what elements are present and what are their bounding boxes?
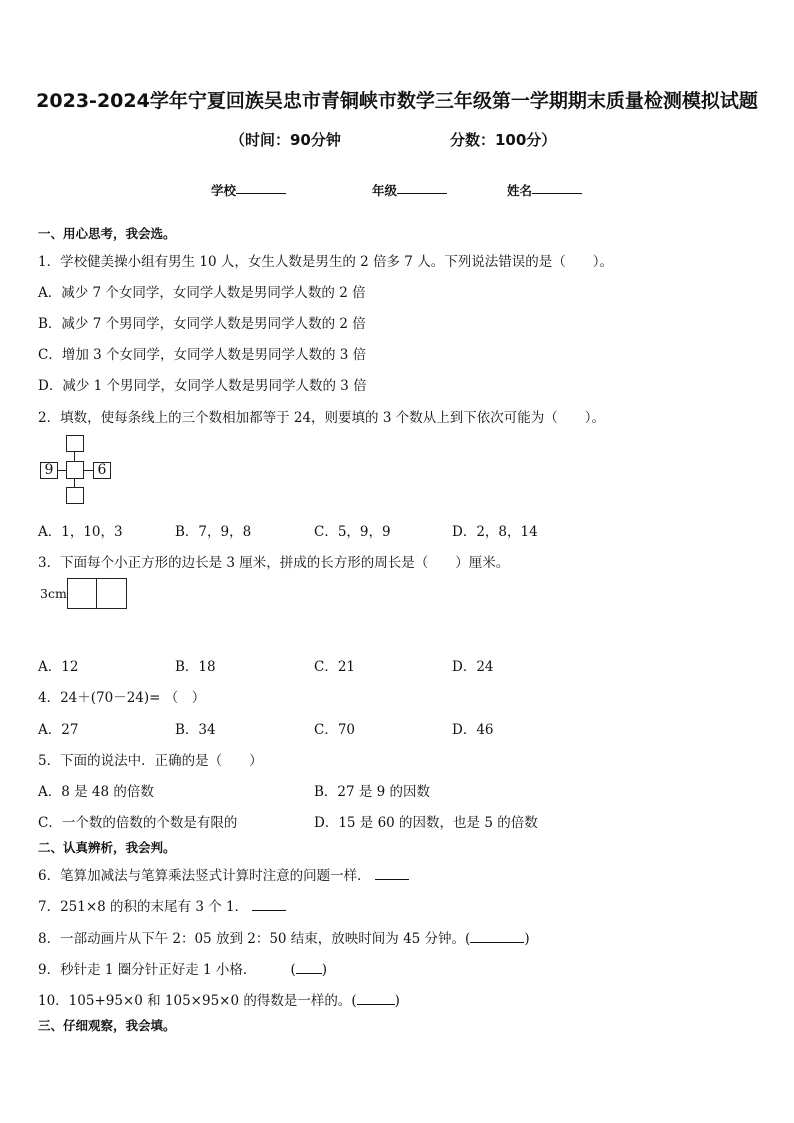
school-field[interactable]	[211, 181, 236, 199]
q2-left-number: 9	[40, 462, 58, 479]
q8-answer-blank[interactable]	[470, 930, 524, 943]
q4-stem: 4．24＋(70－24)= （ ）	[38, 690, 206, 706]
q3-square-left	[67, 578, 97, 609]
q1-option-c[interactable]: C．增加 3 个女同学，女同学人数是男同学人数的 3 倍	[38, 347, 367, 363]
grade-label: 年级	[372, 183, 398, 198]
exam-meta	[0, 129, 794, 151]
q7	[38, 895, 286, 915]
q2-stem: 2．填数，使每条线上的三个数相加都等于 24，则要填的 3 个数从上到下依次可能为（ ）。	[38, 410, 605, 426]
name-label: 姓名	[507, 183, 533, 198]
q2-box-top[interactable]	[66, 435, 84, 452]
page-title: 2023-2024学年宁夏回族吴忠市青铜峡市数学三年级第一学期期末质量检测模拟试题	[36, 90, 758, 112]
q1-stem: 1．学校健美操小组有男生 10 人，女生人数是男生的 2 倍多 7 人。下列说法错误的是（ ）。	[38, 254, 613, 270]
q2-box-center[interactable]	[66, 461, 84, 479]
q3-side-label: 3cm	[40, 586, 67, 601]
q5-option-c[interactable]: C．一个数的倍数的个数是有限的	[38, 815, 238, 831]
q9-answer-blank[interactable]	[296, 961, 322, 974]
name-field[interactable]	[507, 181, 532, 199]
section-1-heading: 一、用心思考，我会选。	[38, 226, 176, 241]
grade-field[interactable]	[372, 181, 397, 199]
q8: 8．一部动画片从下午 2：05 放到 2：50 结束，放映时间为 45 分钟。( )	[38, 931, 530, 947]
q2-option-a[interactable]: A．1，10，3	[38, 524, 123, 540]
time-limit: （时间：90分钟	[230, 131, 341, 149]
q10-text: 10．105+95×0 和 105×95×0 的得数是一样的。(	[38, 993, 357, 1009]
school-label: 学校	[211, 183, 237, 198]
q7-answer-blank[interactable]	[252, 898, 286, 911]
q6-text: 6．笔算加减法与笔算乘法竖式计算时注意的问题一样．	[38, 868, 371, 884]
q2-option-b[interactable]: B．7，9，8	[175, 524, 252, 540]
q2-right-number: 6	[93, 462, 111, 479]
q10-answer-blank[interactable]	[357, 992, 395, 1005]
q5-stem: 5．下面的说法中．正确的是（ ）	[38, 753, 263, 769]
q7-text: 7．251×8 的积的末尾有 3 个 1．	[38, 899, 249, 915]
q1-option-b[interactable]: B．减少 7 个男同学，女同学人数是男同学人数的 2 倍	[38, 316, 366, 332]
q1-option-a[interactable]: A．减少 7 个女同学，女同学人数是男同学人数的 2 倍	[38, 285, 366, 301]
q5-option-b[interactable]: B．27 是 9 的因数	[314, 784, 431, 800]
q2-box-bottom[interactable]	[66, 487, 84, 504]
q3-option-a[interactable]: A．12	[38, 659, 79, 675]
q2-option-d[interactable]: D．2，8，14	[452, 524, 538, 540]
total-score: 分数：100分）	[450, 131, 557, 149]
q4-option-c[interactable]: C．70	[314, 722, 356, 738]
q9: 9．秒针走 1 圈分针正好走 1 小格． ( )	[38, 962, 327, 978]
section-3-heading: 三、仔细观察，我会填。	[38, 1018, 176, 1033]
q4-option-b[interactable]: B．34	[175, 722, 216, 738]
q2-cross-diagram	[40, 435, 115, 507]
q3-option-b[interactable]: B．18	[175, 659, 216, 675]
q5-option-a[interactable]: A．8 是 48 的倍数	[38, 784, 154, 800]
section-2-heading: 二、认真辨析，我会判。	[38, 840, 176, 855]
q6-answer-blank[interactable]	[375, 867, 409, 880]
q2-option-c[interactable]: C．5，9，9	[314, 524, 391, 540]
q9-text: 9．秒针走 1 圈分针正好走 1 小格．	[38, 962, 257, 978]
q6	[38, 864, 409, 884]
q3-stem: 3．下面每个小正方形的边长是 3 厘米，拼成的长方形的周长是（ ）厘米。	[38, 555, 510, 571]
q8-text: 8．一部动画片从下午 2：05 放到 2：50 结束，放映时间为 45 分钟。(	[38, 931, 471, 947]
q3-option-c[interactable]: C．21	[314, 659, 356, 675]
q10: 10．105+95×0 和 105×95×0 的得数是一样的。( )	[38, 993, 400, 1009]
q1-option-d[interactable]: D．减少 1 个男同学，女同学人数是男同学人数的 3 倍	[38, 378, 367, 394]
q3-rectangle-diagram	[40, 578, 130, 610]
q3-square-right	[96, 578, 127, 609]
q3-option-d[interactable]: D．24	[452, 659, 494, 675]
q5-option-d[interactable]: D．15 是 60 的因数，也是 5 的倍数	[314, 815, 538, 831]
q4-option-d[interactable]: D．46	[452, 722, 494, 738]
q4-option-a[interactable]: A．27	[38, 722, 79, 738]
